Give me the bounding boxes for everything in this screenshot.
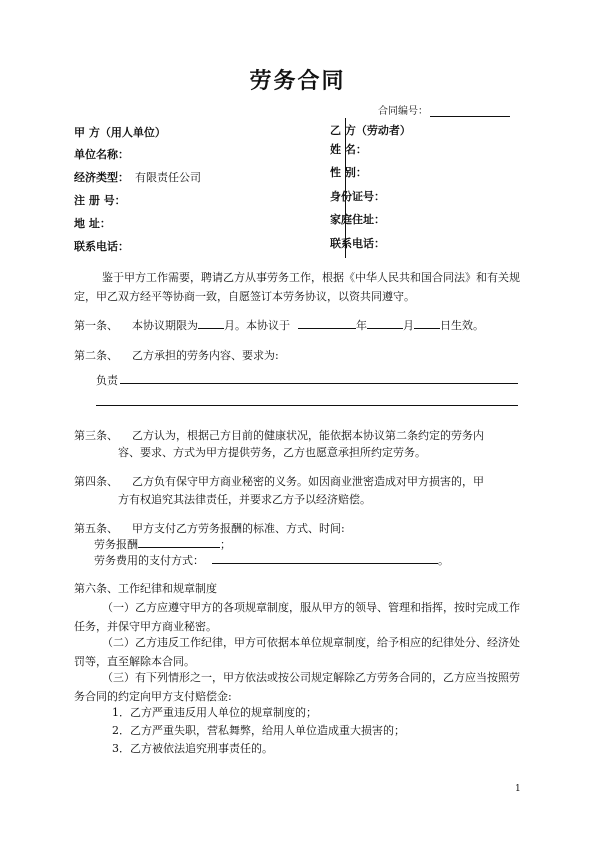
fee-label: 劳务报酬	[94, 538, 138, 551]
article-6-heading: 第六条、工作纪律和规章制度	[74, 582, 217, 595]
econ-type-value: 有限责任公司	[135, 171, 201, 184]
party-a-phone	[74, 238, 129, 254]
article-5-text: 甲方支付乙方劳务报酬的标准、方式、时间:	[132, 522, 345, 535]
responsible-label: 负责	[96, 374, 118, 387]
payment-method-blank[interactable]	[212, 552, 438, 564]
responsible-blank-line-2[interactable]	[96, 405, 518, 406]
unit-name-label: 单位名称：	[74, 148, 129, 161]
home-address-label: 家庭住址：	[330, 213, 385, 226]
party-b-name	[330, 141, 367, 157]
effective-day-blank[interactable]	[414, 317, 440, 329]
party-b-gender	[330, 164, 367, 180]
reg-no-label: 注 册 号：	[74, 194, 126, 207]
article-4-line-1: 乙方负有保守甲方商业秘密的义务。如因商业泄密造成对甲方损害的，甲	[132, 475, 484, 488]
article-3-line-1: 乙方认为，根据己方目前的健康状况，能依据本协议第二条约定的劳务内	[132, 429, 484, 442]
id-label: 身份证号：	[330, 190, 385, 203]
responsible-blank-line-1[interactable]	[120, 383, 518, 384]
page-title: 劳务合同	[249, 69, 346, 94]
article-2-prefix: 第二条、	[74, 349, 118, 362]
party-a-unit-name	[74, 146, 129, 162]
effective-year-blank[interactable]	[298, 317, 356, 329]
payment-suffix: 。	[438, 554, 449, 567]
article-1-text-c: 年	[356, 319, 367, 332]
econ-type-label: 经济类型：	[74, 171, 129, 184]
article-1	[74, 316, 484, 335]
article-2-text: 乙方承担的劳务内容、要求为:	[132, 349, 279, 362]
payment-row	[94, 551, 449, 570]
phone-label-b: 联系电话：	[330, 237, 385, 250]
contract-number-field	[378, 102, 510, 117]
preamble: 鉴于甲方工作需要，聘请乙方从事劳务工作，根据《中华人民共和国合同法》和有关规定，甲乙双方经平等协商一致，自愿签订本劳务协议，以资共同遵守。	[74, 271, 520, 303]
article-6-sub-1: 1．乙方严重违反用人单位的规章制度的；	[112, 706, 317, 719]
article-6-item-2: （二）乙方违反工作纪律，甲方可依据本单位规章制度，给予相应的纪律处分、经济处罚等，直至解除本合同。	[74, 636, 520, 668]
term-months-blank[interactable]	[198, 317, 224, 329]
payment-label: 劳务费用的支付方式：	[94, 554, 204, 567]
article-1-text-a: 本协议期限为	[132, 319, 198, 332]
article-6-sub-2: 2．乙方严重失职，营私舞弊，给用人单位造成重大损害的；	[112, 724, 405, 737]
party-b-heading: 乙 方（劳动者）	[330, 124, 411, 137]
article-6-sub-3: 3．乙方被依法追究刑事责任的。	[112, 742, 273, 755]
article-5-prefix: 第五条、	[74, 522, 118, 535]
party-b-phone	[330, 235, 385, 251]
effective-month-blank[interactable]	[367, 317, 403, 329]
article-3-line-2: 容、要求、方式为甲方提供劳务，乙方也愿意承担所约定劳务。	[118, 446, 426, 459]
party-b-id	[330, 188, 385, 204]
article-6-item-1: （一）乙方应遵守甲方的各项规章制度，服从甲方的领导、管理和指挥，按时完成工作任务，并保守甲方商业秘密。	[74, 601, 520, 633]
fee-blank[interactable]	[138, 536, 220, 548]
party-b-home-address	[330, 211, 385, 227]
page-number: 1	[515, 784, 521, 794]
party-a-heading: 甲 方（用人单位）	[74, 126, 166, 139]
article-3-prefix: 第三条、	[74, 429, 118, 442]
contract-number-label: 合同编号：	[378, 106, 428, 117]
gender-label: 性 别：	[330, 166, 367, 179]
article-6-item-3: （三）有下列情形之一，甲方依法或按公司规定解除乙方劳务合同的，乙方应当按照劳务合同的约定向甲方支付赔偿金:	[74, 671, 520, 703]
address-label: 地 址：	[74, 217, 111, 230]
article-1-text-d: 月	[403, 319, 414, 332]
article-4-line-2: 方有权追究其法律责任，并要求乙方予以经济赔偿。	[118, 493, 371, 506]
article-4-prefix: 第四条、	[74, 475, 118, 488]
phone-label: 联系电话：	[74, 240, 129, 253]
contract-number-blank[interactable]	[430, 106, 510, 117]
article-1-prefix: 第一条、	[74, 319, 118, 332]
article-1-text-b: 月。本协议于	[224, 319, 290, 332]
article-4	[74, 472, 484, 491]
article-1-text-e: 日生效。	[440, 319, 484, 332]
party-a-reg-no	[74, 192, 126, 208]
name-label: 姓 名：	[330, 143, 367, 156]
party-a-address	[74, 215, 111, 231]
fee-suffix: ；	[220, 538, 231, 551]
article-2	[74, 346, 279, 365]
party-a-econ-type	[74, 169, 201, 185]
